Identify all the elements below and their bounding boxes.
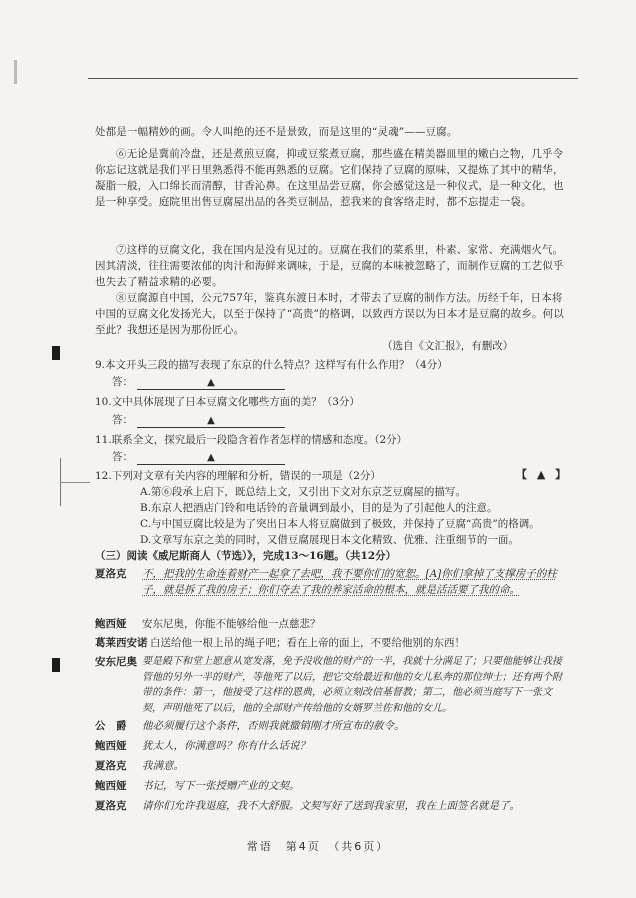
speaker: 葛莱西安诺 bbox=[95, 637, 148, 649]
answer-9[interactable]: 答： ▲ bbox=[112, 374, 285, 390]
question-11: 11.联系全文，探究最后一段隐含着作者怎样的情感和态度。（2分） bbox=[95, 434, 408, 446]
option-c: C.与中国豆腐比较是为了突出日本人将豆腐做到了极致，并保持了豆腐“高贵”的格调。 bbox=[140, 518, 540, 530]
passage-paragraph-6: ⑥无论是冀前冷盘，还是煮煎豆腐，抑或豆浆煮豆腐，那些盛在精美器皿里的嫩白之物，几乎令你忘记这就是我们平日里熟悉得不能再熟悉的豆腐。它们保持了豆腐的原味，又提炼了其中的精华，凝脂一般，入口绵长而清醇，甘香沁鼻。在这里品尝豆腐，你会感觉这是一种仪式，是一种文化，也是一种享受。庭院里出售豆腐屋出品的各类豆制品，惹我来的食客络走时，都不忘提走一袋。 bbox=[95, 148, 564, 208]
registration-mark bbox=[52, 658, 60, 672]
page-footer: 常语 第4页 （共6页） bbox=[246, 840, 390, 853]
dialogue-line: 白送给他一根上吊的绳子吧；看在上帝的面上，不要给他别的东西！ bbox=[150, 637, 465, 649]
top-rule bbox=[88, 78, 578, 79]
passage-paragraph-0: 处都是一幅精妙的画。令人叫绝的还不是景致，而是这里的“灵魂”——豆腐。 bbox=[95, 126, 458, 138]
option-d: D.文章写东京之美的同时，又借豆腐展现日本文化精致、优雅、注重细节的一面。 bbox=[140, 534, 519, 546]
scan-edge-mark bbox=[14, 60, 17, 84]
passage-paragraph-7: ⑦这样的豆腐文化，我在国内是没有见过的。豆腐在我们的菜系里，朴素、家常、充满烟火气。因其清淡，往往需要浓郁的肉汁和海鲜来调味，于是，豆腐的本味被忽略了，而制作豆腐的工艺似乎也失去了精益求精的必要。 bbox=[95, 244, 564, 288]
section-heading: （三）阅读《威尼斯商人（节选）》，完成13～16题。（共12分） bbox=[95, 550, 397, 562]
answer-11[interactable]: 答： ▲ bbox=[112, 449, 285, 465]
speaker: 夏洛克 bbox=[95, 568, 127, 580]
speaker: 鲍西娅 bbox=[95, 618, 127, 630]
question-10: 10.文中具体展现了日本豆腐文化哪些方面的美？（3分） bbox=[95, 396, 360, 408]
passage-source: （选自《文汇报》，有删改） bbox=[382, 340, 514, 352]
margin-tick bbox=[60, 482, 90, 483]
speaker: 公 爵 bbox=[95, 720, 127, 732]
dialogue-line: 安东尼奥，你能不能够给他一点慈悲？ bbox=[142, 618, 321, 630]
question-12: 12.下列对文章有关内容的理解和分析，错误的一项是（2分） bbox=[95, 470, 381, 482]
dialogue-line: 书记，写下一张授赠产业的文契。 bbox=[142, 780, 300, 792]
dialogue-line: 请你们允许我退庭，我不大舒服。文契写好了送到我家里，我在上面签名就是了。 bbox=[142, 800, 520, 812]
dialogue-line: 我满意。 bbox=[142, 760, 184, 772]
dialogue-line: 不，把我的生命连着财产一起拿了去吧，我不要你们的宽恕。[A]你们拿掉了支撑房子的柱子，就是拆了我的房子；你们夺去了我的养家活命的根本，就是活活要了我的命。 bbox=[142, 568, 557, 596]
dialogue-line: 要是殿下和堂上愿意从宽发落，免予没收他的财产的一半，我就十分满足了；只要他能够让我接管他的另外一半的财产，等他死了以后，把它交给最近和他的女儿私奔的那位绅士；还有两个附带的条件：第一，他接受了这样的恩典，必须立刻改信基督教；第二，他必须当庭写下一张文契，声明他死了以后，他的全部财产传给他的女婿罗兰佐和他的女儿。 bbox=[142, 656, 562, 714]
option-b: B.东京人把酒店门铃和电话铃的音量调到最小，目的是为了引起他人的注意。 bbox=[140, 502, 498, 514]
speaker: 安东尼奥 bbox=[95, 656, 137, 668]
answer-10[interactable]: 答： ▲ bbox=[112, 412, 285, 428]
answer-bracket-12[interactable]: 【 ▲ 】 bbox=[516, 468, 570, 481]
speaker: 夏洛克 bbox=[95, 760, 127, 772]
question-9: 9.本文开头三段的描写表现了东京的什么特点？这样写有什么作用？（4分） bbox=[95, 359, 448, 371]
registration-mark bbox=[52, 346, 60, 360]
speaker: 夏洛克 bbox=[95, 800, 127, 812]
speaker: 鲍西娅 bbox=[95, 780, 127, 792]
option-a: A.第⑥段承上启下，既总结上文，又引出下文对东京芝豆腐屋的描写。 bbox=[140, 486, 466, 498]
speaker: 鲍西娅 bbox=[95, 740, 127, 752]
dialogue-line: 他必须履行这个条件，否则我就撤销刚才所宣布的赦令。 bbox=[142, 720, 405, 732]
dialogue-line: 犹太人，你满意吗？你有什么话说？ bbox=[142, 740, 310, 752]
passage-paragraph-8: ⑧豆腐源自中国，公元757年，鉴真东渡日本时，才带去了豆腐的制作方法。历经千年，日本将中国的豆腐文化发扬光大，以至于保持了“高贵”的格调，以致西方误以为日本才是豆腐的故乡。何以至此？我想还是因为那份匠心。 bbox=[95, 292, 564, 336]
